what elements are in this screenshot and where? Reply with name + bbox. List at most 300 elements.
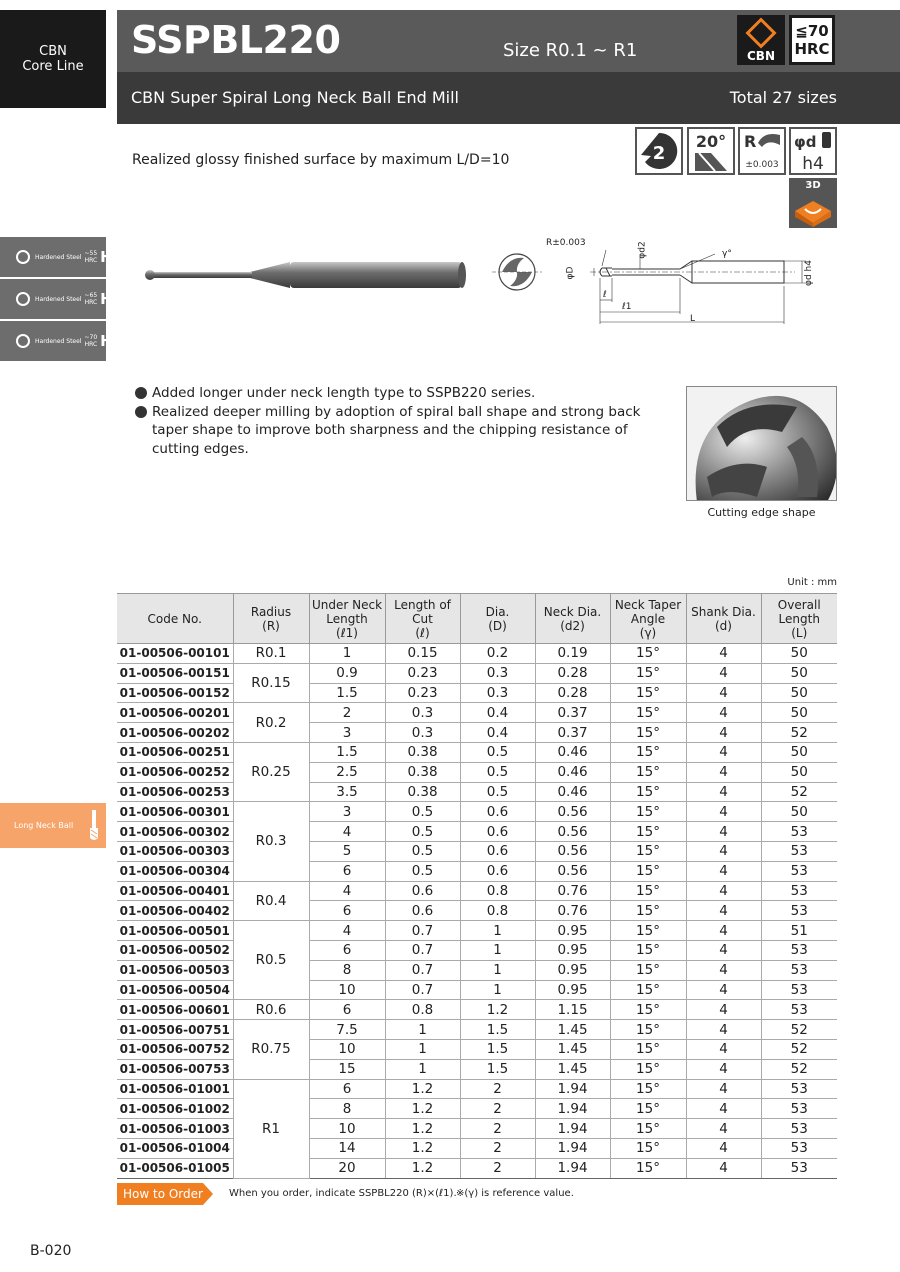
value-cell: 0.5 — [460, 782, 535, 802]
value-cell: 1.5 — [309, 683, 385, 703]
value-cell: 8 — [309, 1099, 385, 1119]
value-cell: 0.7 — [385, 940, 460, 960]
value-cell: 0.28 — [535, 663, 610, 683]
code-cell: 01-00506-00253 — [117, 782, 233, 802]
value-cell: 0.3 — [385, 723, 460, 743]
value-cell: 0.56 — [535, 841, 610, 861]
table-row — [117, 1158, 837, 1178]
column-header: Under Neck Length (ℓ1) — [309, 594, 385, 644]
l-label: ℓ — [603, 290, 607, 300]
tab-label: Hardened Steel — [35, 253, 82, 261]
d2-label: φd2 — [637, 241, 648, 259]
two-flute-icon — [635, 127, 683, 175]
radius-cell: R0.6 — [233, 1000, 309, 1020]
value-cell: 14 — [309, 1138, 385, 1158]
value-cell: 0.38 — [385, 742, 460, 762]
value-cell: 15° — [610, 663, 686, 683]
value-cell: 0.5 — [460, 742, 535, 762]
radius-cell: R0.1 — [233, 644, 309, 664]
value-cell: 10 — [309, 1039, 385, 1059]
code-cell: 01-00506-01005 — [117, 1158, 233, 1178]
value-cell: 15° — [610, 841, 686, 861]
value-cell: 0.3 — [460, 683, 535, 703]
code-cell: 01-00506-00201 — [117, 703, 233, 723]
column-header: Shank Dia. (d) — [686, 594, 761, 644]
table-row — [117, 822, 837, 842]
value-cell: 1.94 — [535, 1099, 610, 1119]
value-cell: 0.15 — [385, 644, 460, 664]
table-row — [117, 1000, 837, 1020]
value-cell: 4 — [686, 782, 761, 802]
table-row — [117, 723, 837, 743]
radius-tol-value: ±0.003 — [745, 160, 779, 170]
radius-cell: R0.75 — [233, 1020, 309, 1079]
value-cell: 0.2 — [460, 644, 535, 664]
value-cell: 4 — [309, 822, 385, 842]
value-cell: 7.5 — [309, 1020, 385, 1040]
value-cell: 1 — [460, 960, 535, 980]
table-row — [117, 980, 837, 1000]
value-cell: 4 — [686, 742, 761, 762]
value-cell: 0.76 — [535, 881, 610, 901]
value-cell: 0.56 — [535, 822, 610, 842]
l1-label: ℓ1 — [622, 302, 632, 312]
code-cell: 01-00506-00251 — [117, 742, 233, 762]
value-cell: 50 — [761, 644, 837, 664]
cbn-badge — [737, 15, 785, 65]
value-cell: 15° — [610, 901, 686, 921]
value-cell: 3 — [309, 802, 385, 822]
value-cell: 4 — [686, 762, 761, 782]
value-cell: 6 — [309, 940, 385, 960]
value-cell: 4 — [686, 960, 761, 980]
value-cell: 1.15 — [535, 1000, 610, 1020]
value-cell: 53 — [761, 960, 837, 980]
tab-hrc — [84, 334, 97, 348]
value-cell: 0.6 — [385, 881, 460, 901]
hrc-70-badge — [789, 15, 835, 65]
value-cell: 4 — [686, 663, 761, 683]
long-neck-tab-label: Long Neck Ball — [14, 821, 74, 830]
core-line-word-2: Core Line — [22, 59, 84, 74]
value-cell: 2 — [460, 1099, 535, 1119]
value-cell: 2 — [309, 703, 385, 723]
tab-hrc — [84, 292, 97, 306]
value-cell: 50 — [761, 703, 837, 723]
header-bottom-bar — [117, 72, 900, 124]
table-row — [117, 881, 837, 901]
table-row — [117, 1099, 837, 1119]
unit-label: Unit : mm — [787, 577, 837, 588]
value-cell: 2 — [460, 1138, 535, 1158]
value-cell: 3 — [309, 723, 385, 743]
value-cell: 1 — [460, 921, 535, 941]
value-cell: 53 — [761, 1099, 837, 1119]
value-cell: 4 — [686, 1059, 761, 1079]
value-cell: 6 — [309, 1079, 385, 1099]
table-row — [117, 782, 837, 802]
table-row — [117, 703, 837, 723]
value-cell: 15° — [610, 703, 686, 723]
value-cell: 1 — [309, 644, 385, 664]
3d-label: 3D — [805, 180, 821, 191]
shank-symbol: φd — [794, 133, 817, 151]
value-cell: 0.23 — [385, 683, 460, 703]
hardened-steel-55-tab[interactable] — [0, 237, 113, 277]
table-row — [117, 841, 837, 861]
total-sizes: Total 27 sizes — [729, 88, 837, 107]
value-cell: 0.4 — [460, 723, 535, 743]
value-cell: 0.5 — [385, 861, 460, 881]
radius-cell: R1 — [233, 1079, 309, 1178]
value-cell: 15° — [610, 1059, 686, 1079]
value-cell: 53 — [761, 1119, 837, 1139]
value-cell: 4 — [686, 1039, 761, 1059]
code-cell: 01-00506-01004 — [117, 1138, 233, 1158]
value-cell: 2 — [460, 1079, 535, 1099]
value-cell: 0.38 — [385, 782, 460, 802]
value-cell: 4 — [686, 802, 761, 822]
value-cell: 1.5 — [309, 742, 385, 762]
value-cell: 6 — [309, 1000, 385, 1020]
value-cell: 15° — [610, 723, 686, 743]
ring-icon — [16, 334, 30, 348]
value-cell: 0.95 — [535, 980, 610, 1000]
code-cell: 01-00506-00401 — [117, 881, 233, 901]
table-row — [117, 861, 837, 881]
hrc-range: ~70 — [84, 334, 98, 341]
value-cell: 4 — [686, 822, 761, 842]
value-cell: 53 — [761, 861, 837, 881]
value-cell: 53 — [761, 901, 837, 921]
ring-icon — [16, 250, 30, 264]
tab-letter: H — [100, 290, 113, 308]
value-cell: 1.2 — [460, 1000, 535, 1020]
hrc-unit: HRC — [84, 341, 98, 348]
table-row — [117, 802, 837, 822]
value-cell: 0.5 — [460, 762, 535, 782]
value-cell: 0.5 — [385, 822, 460, 842]
value-cell: 15° — [610, 940, 686, 960]
value-cell: 4 — [686, 980, 761, 1000]
value-cell: 1.5 — [460, 1039, 535, 1059]
value-cell: 0.3 — [385, 703, 460, 723]
product-subtitle: CBN Super Spiral Long Neck Ball End Mill — [131, 88, 459, 107]
table-row — [117, 960, 837, 980]
value-cell: 0.3 — [460, 663, 535, 683]
value-cell: 52 — [761, 1039, 837, 1059]
radius-tol-r: R — [744, 132, 757, 151]
value-cell: 4 — [686, 921, 761, 941]
value-cell: 53 — [761, 881, 837, 901]
value-cell: 15° — [610, 1079, 686, 1099]
table-row — [117, 1138, 837, 1158]
table-row — [117, 1119, 837, 1139]
value-cell: 0.5 — [385, 841, 460, 861]
how-to-order-arrow-icon — [203, 1183, 213, 1205]
radius-tolerance-icon — [738, 127, 786, 175]
column-header: Neck Dia. (d2) — [535, 594, 610, 644]
code-cell: 01-00506-00504 — [117, 980, 233, 1000]
value-cell: 15° — [610, 881, 686, 901]
tab-letter: H — [100, 332, 113, 350]
value-cell: 1 — [385, 1059, 460, 1079]
code-cell: 01-00506-00301 — [117, 802, 233, 822]
table-row — [117, 683, 837, 703]
code-cell: 01-00506-00502 — [117, 940, 233, 960]
value-cell: 1.94 — [535, 1079, 610, 1099]
value-cell: 53 — [761, 940, 837, 960]
value-cell: 4 — [686, 1079, 761, 1099]
end-view-drawing — [492, 250, 542, 294]
value-cell: 0.6 — [385, 901, 460, 921]
value-cell: 1.94 — [535, 1158, 610, 1178]
value-cell: 15° — [610, 822, 686, 842]
core-line-word-1: CBN — [39, 44, 67, 59]
value-cell: 1.2 — [385, 1138, 460, 1158]
tab-letter: H — [100, 248, 113, 266]
cutting-edge-photo — [686, 386, 837, 501]
hrc-range: ~55 — [84, 250, 98, 257]
value-cell: 0.6 — [460, 822, 535, 842]
value-cell: 5 — [309, 841, 385, 861]
value-cell: 1.2 — [385, 1119, 460, 1139]
code-cell: 01-00506-00101 — [117, 644, 233, 664]
long-neck-ball-tab[interactable] — [0, 803, 106, 848]
table-row — [117, 762, 837, 782]
value-cell: 0.8 — [460, 881, 535, 901]
radius-cell: R0.4 — [233, 881, 309, 921]
value-cell: 52 — [761, 782, 837, 802]
value-cell: 4 — [686, 1020, 761, 1040]
value-cell: 8 — [309, 960, 385, 980]
value-cell: 1.94 — [535, 1119, 610, 1139]
value-cell: 4 — [686, 881, 761, 901]
value-cell: 4 — [686, 901, 761, 921]
value-cell: 0.37 — [535, 703, 610, 723]
value-cell: 4 — [686, 1119, 761, 1139]
code-cell: 01-00506-00402 — [117, 901, 233, 921]
table-body — [117, 644, 837, 1179]
value-cell: 15° — [610, 1099, 686, 1119]
code-cell: 01-00506-01003 — [117, 1119, 233, 1139]
column-header: Dia. (D) — [460, 594, 535, 644]
feature-bullets — [135, 384, 675, 458]
value-cell: 15° — [610, 1158, 686, 1178]
value-cell: 53 — [761, 1158, 837, 1178]
value-cell: 52 — [761, 1020, 837, 1040]
code-cell: 01-00506-00303 — [117, 841, 233, 861]
value-cell: 15° — [610, 921, 686, 941]
bullet-item: Realized deeper milling by adoption of spiral ball shape and strong back taper shape to improve both sharpness and the chipping resistance of cutting edges. — [135, 403, 675, 459]
value-cell: 53 — [761, 1000, 837, 1020]
hrc-range: ~65 — [84, 292, 98, 299]
code-cell: 01-00506-01002 — [117, 1099, 233, 1119]
value-cell: 15° — [610, 861, 686, 881]
value-cell: 0.8 — [460, 901, 535, 921]
code-cell: 01-00506-00753 — [117, 1059, 233, 1079]
value-cell: 0.4 — [460, 703, 535, 723]
value-cell: 1.45 — [535, 1039, 610, 1059]
value-cell: 1 — [385, 1020, 460, 1040]
tagline: Realized glossy finished surface by maximum L/D=10 — [132, 152, 510, 168]
value-cell: 1.5 — [460, 1059, 535, 1079]
value-cell: 0.9 — [309, 663, 385, 683]
column-header: Length of Cut (ℓ) — [385, 594, 460, 644]
value-cell: 3.5 — [309, 782, 385, 802]
value-cell: 50 — [761, 762, 837, 782]
hardened-steel-65-tab[interactable] — [0, 279, 113, 319]
value-cell: 1.45 — [535, 1020, 610, 1040]
overall-length-label: L — [690, 314, 696, 324]
column-header: Code No. — [117, 594, 233, 644]
value-cell: 4 — [309, 881, 385, 901]
spec-table — [117, 593, 837, 1179]
value-cell: 53 — [761, 822, 837, 842]
value-cell: 4 — [309, 921, 385, 941]
shank-tolerance-icon — [789, 127, 837, 175]
value-cell: 0.28 — [535, 683, 610, 703]
value-cell: 50 — [761, 683, 837, 703]
page-number: B-020 — [30, 1243, 72, 1259]
size-range: Size R0.1 ~ R1 — [503, 40, 638, 61]
code-cell: 01-00506-00152 — [117, 683, 233, 703]
value-cell: 0.6 — [460, 802, 535, 822]
flute-count: 2 — [652, 143, 666, 164]
value-cell: 1 — [460, 940, 535, 960]
cbn-badge-text: CBN — [747, 48, 775, 63]
value-cell: 50 — [761, 742, 837, 762]
value-cell: 2.5 — [309, 762, 385, 782]
value-cell: 0.37 — [535, 723, 610, 743]
value-cell: 0.5 — [385, 802, 460, 822]
table-row — [117, 663, 837, 683]
hrc-badge-unit: HRC — [794, 40, 830, 58]
value-cell: 0.7 — [385, 921, 460, 941]
hardened-steel-70-tab[interactable] — [0, 321, 113, 361]
value-cell: 2 — [460, 1158, 535, 1178]
table-row — [117, 644, 837, 664]
value-cell: 15° — [610, 802, 686, 822]
value-cell: 0.7 — [385, 960, 460, 980]
ring-icon — [16, 292, 30, 306]
value-cell: 15° — [610, 742, 686, 762]
value-cell: 6 — [309, 861, 385, 881]
radius-cell: R0.15 — [233, 663, 309, 703]
code-cell: 01-00506-00751 — [117, 1020, 233, 1040]
value-cell: 52 — [761, 723, 837, 743]
column-header: Overall Length (L) — [761, 594, 837, 644]
tool-photo — [140, 250, 470, 300]
code-cell: 01-00506-00501 — [117, 921, 233, 941]
value-cell: 15° — [610, 782, 686, 802]
code-cell: 01-00506-00252 — [117, 762, 233, 782]
value-cell: 10 — [309, 1119, 385, 1139]
value-cell: 1.2 — [385, 1079, 460, 1099]
value-cell: 4 — [686, 1099, 761, 1119]
gamma-label: γ° — [722, 249, 732, 259]
value-cell: 0.6 — [460, 841, 535, 861]
value-cell: 1 — [385, 1039, 460, 1059]
page-title: SSPBL220 — [131, 18, 341, 62]
value-cell: 1.94 — [535, 1138, 610, 1158]
code-cell: 01-00506-00304 — [117, 861, 233, 881]
value-cell: 10 — [309, 980, 385, 1000]
edge-photo-caption: Cutting edge shape — [707, 506, 816, 519]
column-header: Neck Taper Angle (γ) — [610, 594, 686, 644]
value-cell: 1.5 — [460, 1020, 535, 1040]
value-cell: 1.2 — [385, 1158, 460, 1178]
value-cell: 15° — [610, 980, 686, 1000]
hrc-unit: HRC — [84, 299, 98, 306]
tab-label: Hardened Steel — [35, 337, 82, 345]
value-cell: 1 — [460, 980, 535, 1000]
value-cell: 1.2 — [385, 1099, 460, 1119]
value-cell: 15° — [610, 683, 686, 703]
radius-cell: R0.3 — [233, 802, 309, 881]
value-cell: 20 — [309, 1158, 385, 1178]
value-cell: 0.46 — [535, 742, 610, 762]
code-cell: 01-00506-00302 — [117, 822, 233, 842]
value-cell: 4 — [686, 644, 761, 664]
value-cell: 52 — [761, 1059, 837, 1079]
how-to-order-label: How to Order — [117, 1183, 203, 1205]
value-cell: 15° — [610, 960, 686, 980]
table-row — [117, 1020, 837, 1040]
column-header: Radius (R) — [233, 594, 309, 644]
value-cell: 0.56 — [535, 861, 610, 881]
value-cell: 1.45 — [535, 1059, 610, 1079]
helix-angle-text: 20° — [695, 132, 727, 151]
radius-cell: R0.25 — [233, 742, 309, 801]
3d-machining-icon — [789, 178, 837, 228]
value-cell: 0.46 — [535, 762, 610, 782]
r-tolerance-label: R±0.003 — [546, 238, 586, 248]
code-cell: 01-00506-00503 — [117, 960, 233, 980]
table-row — [117, 1079, 837, 1099]
value-cell: 0.38 — [385, 762, 460, 782]
value-cell: 53 — [761, 1138, 837, 1158]
table-header-row — [117, 594, 837, 644]
value-cell: 51 — [761, 921, 837, 941]
radius-cell: R0.2 — [233, 703, 309, 743]
value-cell: 4 — [686, 683, 761, 703]
value-cell: 0.95 — [535, 921, 610, 941]
table-row — [117, 1039, 837, 1059]
code-cell: 01-00506-00601 — [117, 1000, 233, 1020]
value-cell: 15° — [610, 644, 686, 664]
order-note: When you order, indicate SSPBL220 (R)×(ℓ1). — [229, 1188, 457, 1199]
table-row — [117, 901, 837, 921]
value-cell: 0.7 — [385, 980, 460, 1000]
end-mill-icon — [89, 810, 99, 842]
value-cell: 0.23 — [385, 663, 460, 683]
value-cell: 15° — [610, 1000, 686, 1020]
value-cell: 0.6 — [460, 861, 535, 881]
code-cell: 01-00506-00752 — [117, 1039, 233, 1059]
value-cell: 0.95 — [535, 940, 610, 960]
value-cell: 50 — [761, 663, 837, 683]
value-cell: 0.8 — [385, 1000, 460, 1020]
table-row — [117, 940, 837, 960]
table-row — [117, 921, 837, 941]
value-cell: 4 — [686, 940, 761, 960]
value-cell: 50 — [761, 802, 837, 822]
code-cell: 01-00506-00202 — [117, 723, 233, 743]
value-cell: 53 — [761, 1079, 837, 1099]
reference-note: ※(γ) is reference value. — [456, 1188, 574, 1199]
code-cell: 01-00506-00151 — [117, 663, 233, 683]
